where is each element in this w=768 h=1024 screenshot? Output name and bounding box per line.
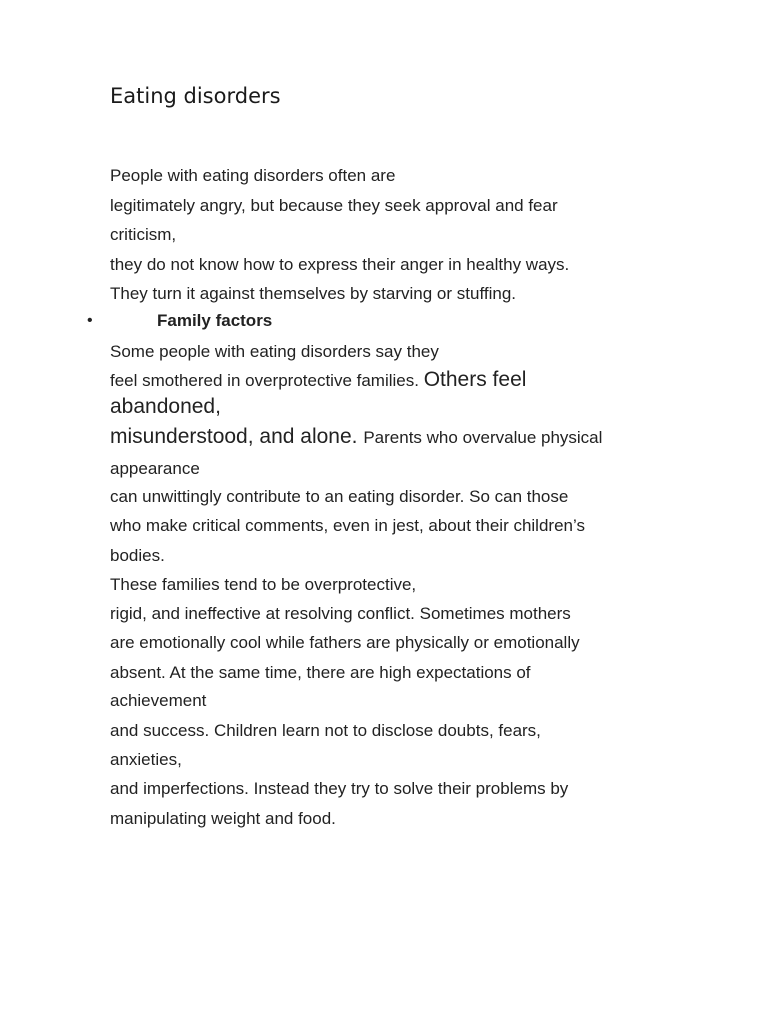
- bullet-marker: •: [87, 312, 93, 329]
- body-line-5: appearance: [110, 459, 200, 478]
- body-line-2: [110, 369, 526, 392]
- body-line-14: and success. Children learn not to disclose doubts, fears,: [110, 721, 541, 740]
- body-line-13: achievement: [110, 691, 207, 710]
- intro-line-4: they do not know how to express their anger in healthy ways.: [110, 255, 570, 274]
- page-title: Eating disorders: [110, 84, 281, 108]
- intro-line-5: They turn it against themselves by starving or stuffing.: [110, 284, 516, 303]
- body-line-1: Some people with eating disorders say they: [110, 342, 439, 361]
- body-line-7: who make critical comments, even in jest, about their children’s: [110, 516, 585, 535]
- body-line-16: and imperfections. Instead they try to solve their problems by: [110, 779, 569, 798]
- body-line-2-large-text: Others feel: [423, 368, 527, 391]
- section-heading: Family factors: [157, 311, 273, 330]
- intro-line-3: criticism,: [110, 225, 177, 244]
- body-line-6: can unwittingly contribute to an eating disorder. So can those: [110, 487, 569, 506]
- intro-line-2: legitimately angry, but because they seek approval and fear: [110, 196, 558, 215]
- body-line-10: rigid, and ineffective at resolving conflict. Sometimes mothers: [110, 604, 571, 623]
- body-line-8: bodies.: [110, 546, 165, 565]
- body-line-12: absent. At the same time, there are high expectations of: [110, 663, 531, 682]
- body-line-2-text: feel smothered in overprotective families.: [110, 371, 424, 390]
- body-line-11: are emotionally cool while fathers are physically or emotionally: [110, 633, 580, 652]
- body-line-9: These families tend to be overprotective,: [110, 575, 417, 594]
- body-line-3: abandoned,: [110, 395, 221, 418]
- body-line-4-large-text: misunderstood, and alone.: [110, 425, 364, 448]
- body-line-4-text: Parents who overvalue physical: [363, 428, 603, 447]
- intro-line-1: People with eating disorders often are: [110, 166, 396, 185]
- body-line-4: [110, 426, 602, 449]
- body-line-17: manipulating weight and food.: [110, 809, 336, 828]
- body-line-15: anxieties,: [110, 750, 182, 769]
